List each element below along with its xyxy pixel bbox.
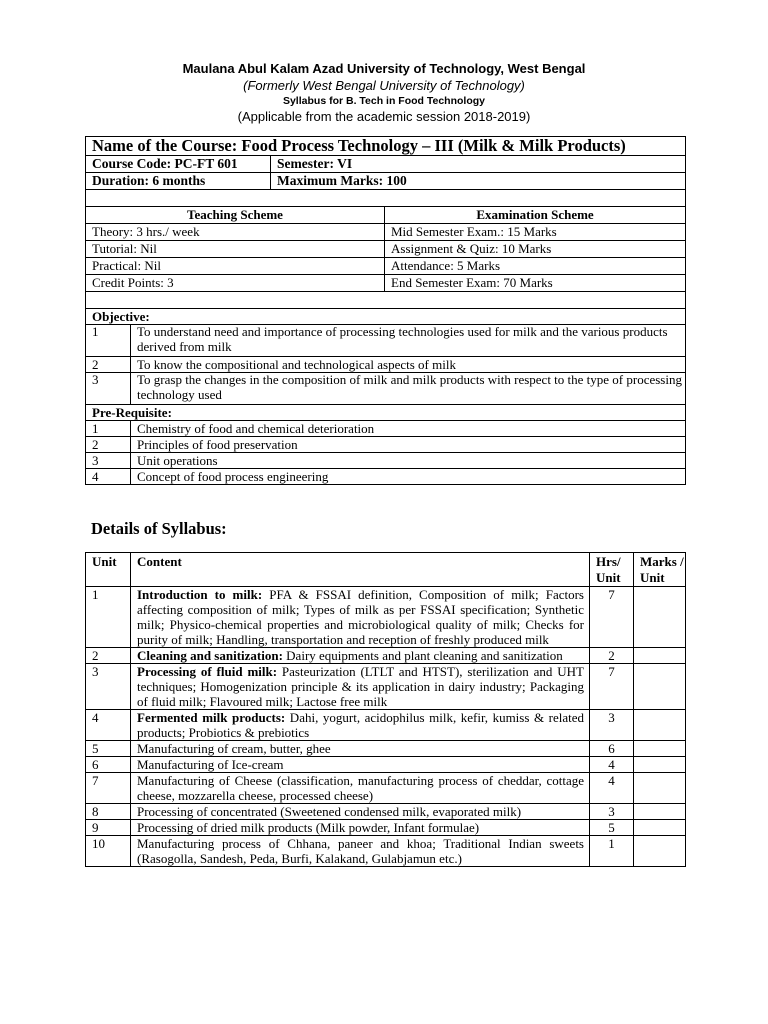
prerequisite-number: 4 xyxy=(86,469,131,485)
unit-marks xyxy=(634,757,686,773)
table-row xyxy=(86,587,686,648)
table-row xyxy=(86,710,686,741)
unit-header: Unit xyxy=(86,553,131,587)
unit-number: 1 xyxy=(86,587,131,648)
prerequisite-label: Pre-Requisite: xyxy=(86,405,686,421)
unit-topic: Processing of fluid milk: xyxy=(137,664,278,679)
unit-description: Manufacturing of cream, butter, ghee xyxy=(137,741,331,756)
table-row xyxy=(86,757,686,773)
unit-marks xyxy=(634,773,686,804)
unit-description: Manufacturing process of Chhana, paneer and khoa; Traditional Indian sweets (Rasogolla, Sandesh, Peda, Burfi, Kalakand, Gulabjamun etc.) xyxy=(137,836,584,866)
teaching-scheme-header: Teaching Scheme xyxy=(86,207,385,224)
duration: Duration: 6 months xyxy=(86,173,271,190)
prerequisite-number: 1 xyxy=(86,421,131,437)
syllabus-for: Syllabus for B. Tech in Food Technology xyxy=(282,95,486,107)
unit-hours: 4 xyxy=(590,773,634,804)
unit-topic: Fermented milk products: xyxy=(137,710,286,725)
unit-description: Dairy equipments and plant cleaning and sanitization xyxy=(282,648,563,663)
unit-content xyxy=(131,587,590,648)
unit-description: Manufacturing of Cheese (classification, manufacturing process of cheddar, cottage cheese, mozzarella cheese, processed cheese) xyxy=(137,773,584,803)
former-name: (Formerly West Bengal University of Technology) xyxy=(243,78,525,93)
unit-description: Processing of concentrated (Sweetened condensed milk, evaporated milk) xyxy=(137,804,522,819)
table-row xyxy=(86,836,686,867)
objective-number: 3 xyxy=(86,373,131,405)
unit-hours: 4 xyxy=(590,757,634,773)
applicable-session: (Applicable from the academic session 2018-2019) xyxy=(237,109,531,124)
unit-marks xyxy=(634,741,686,757)
unit-hours: 6 xyxy=(590,741,634,757)
table-row xyxy=(86,820,686,836)
syllabus-rows xyxy=(86,587,686,867)
unit-marks xyxy=(634,836,686,867)
prerequisite-text: Unit operations xyxy=(131,453,686,469)
unit-number: 5 xyxy=(86,741,131,757)
table-row xyxy=(86,804,686,820)
unit-hours: 3 xyxy=(590,804,634,820)
unit-marks xyxy=(634,804,686,820)
teaching-theory: Theory: 3 hrs./ week xyxy=(86,224,385,241)
unit-description: Dahi, yogurt, acidophilus milk, kefir, kumiss & related products; Probiotics & prebiotics xyxy=(137,710,584,740)
table-row xyxy=(86,664,686,710)
teaching-tutorial: Tutorial: Nil xyxy=(86,241,385,258)
max-marks: Maximum Marks: 100 xyxy=(271,173,686,190)
unit-hours: 7 xyxy=(590,587,634,648)
unit-number: 10 xyxy=(86,836,131,867)
unit-number: 7 xyxy=(86,773,131,804)
course-name: Name of the Course: Food Process Technology – III (Milk & Milk Products) xyxy=(86,137,686,156)
unit-content xyxy=(131,773,590,804)
university-name: Maulana Abul Kalam Azad University of Technology, West Bengal xyxy=(182,61,586,76)
unit-description: Pasteurization (LTLT and HTST), sterilization and UHT techniques; Homogenization principle & its application in dairy industry; Packaging of fluid milk; Flavoured milk; Lactose free milk xyxy=(137,664,584,709)
unit-description: PFA & FSSAI definition, Composition of milk; Factors affecting composition of milk; Types of milk as per FSSAI specification; Synthetic milk; Physico-chemical properties and microbiological quality of milk; Checks for purity of milk; Handling, transportation and reception of freshly produced milk xyxy=(137,587,584,647)
unit-content xyxy=(131,836,590,867)
hrs-header: Hrs/ Unit xyxy=(590,553,634,587)
objective-text: To grasp the changes in the composition of milk and milk products with respect to the type of processing technology used xyxy=(131,373,686,405)
semester: Semester: VI xyxy=(271,156,686,173)
unit-hours: 1 xyxy=(590,836,634,867)
unit-content xyxy=(131,648,590,664)
unit-content xyxy=(131,820,590,836)
objective-text: To know the compositional and technological aspects of milk xyxy=(131,357,686,373)
unit-topic: Cleaning and sanitization: xyxy=(137,648,283,663)
unit-number: 9 xyxy=(86,820,131,836)
unit-marks xyxy=(634,710,686,741)
course-code: Course Code: PC-FT 601 xyxy=(86,156,271,173)
spacer-row xyxy=(86,292,686,309)
table-row xyxy=(86,773,686,804)
unit-marks xyxy=(634,648,686,664)
objective-label: Objective: xyxy=(86,309,686,325)
unit-hours: 7 xyxy=(590,664,634,710)
unit-description: Processing of dried milk products (Milk powder, Infant formulae) xyxy=(137,820,480,835)
table-row xyxy=(86,741,686,757)
unit-number: 6 xyxy=(86,757,131,773)
objective-number: 1 xyxy=(86,325,131,357)
objective-number: 2 xyxy=(86,357,131,373)
exam-end-semester: End Semester Exam: 70 Marks xyxy=(385,275,686,292)
prerequisite-number: 2 xyxy=(86,437,131,453)
unit-number: 2 xyxy=(86,648,131,664)
prerequisite-number: 3 xyxy=(86,453,131,469)
syllabus-table xyxy=(85,552,686,867)
unit-marks xyxy=(634,820,686,836)
exam-assignment: Assignment & Quiz: 10 Marks xyxy=(385,241,686,258)
exam-attendance: Attendance: 5 Marks xyxy=(385,258,686,275)
unit-number: 4 xyxy=(86,710,131,741)
syllabus-section-title: Details of Syllabus: xyxy=(91,519,227,538)
spacer-row xyxy=(86,190,686,207)
prerequisite-text: Principles of food preservation xyxy=(131,437,686,453)
table-row xyxy=(86,648,686,664)
exam-mid-semester: Mid Semester Exam.: 15 Marks xyxy=(385,224,686,241)
teaching-credits: Credit Points: 3 xyxy=(86,275,385,292)
unit-content xyxy=(131,804,590,820)
unit-marks xyxy=(634,587,686,648)
unit-content xyxy=(131,757,590,773)
unit-content xyxy=(131,741,590,757)
unit-topic: Introduction to milk: xyxy=(137,587,263,602)
prerequisite-text: Chemistry of food and chemical deterioration xyxy=(131,421,686,437)
objective-text: To understand need and importance of processing technologies used for milk and the various products derived from milk xyxy=(131,325,686,357)
content-header: Content xyxy=(131,553,590,587)
unit-marks xyxy=(634,664,686,710)
unit-content xyxy=(131,664,590,710)
unit-hours: 3 xyxy=(590,710,634,741)
unit-content xyxy=(131,710,590,741)
unit-hours: 2 xyxy=(590,648,634,664)
unit-hours: 5 xyxy=(590,820,634,836)
course-info-table xyxy=(85,136,686,485)
unit-number: 3 xyxy=(86,664,131,710)
marks-header: Marks / Unit xyxy=(634,553,686,587)
unit-description: Manufacturing of Ice-cream xyxy=(137,757,284,772)
exam-scheme-header: Examination Scheme xyxy=(385,207,686,224)
prerequisite-text: Concept of food process engineering xyxy=(131,469,686,485)
teaching-practical: Practical: Nil xyxy=(86,258,385,275)
unit-number: 8 xyxy=(86,804,131,820)
